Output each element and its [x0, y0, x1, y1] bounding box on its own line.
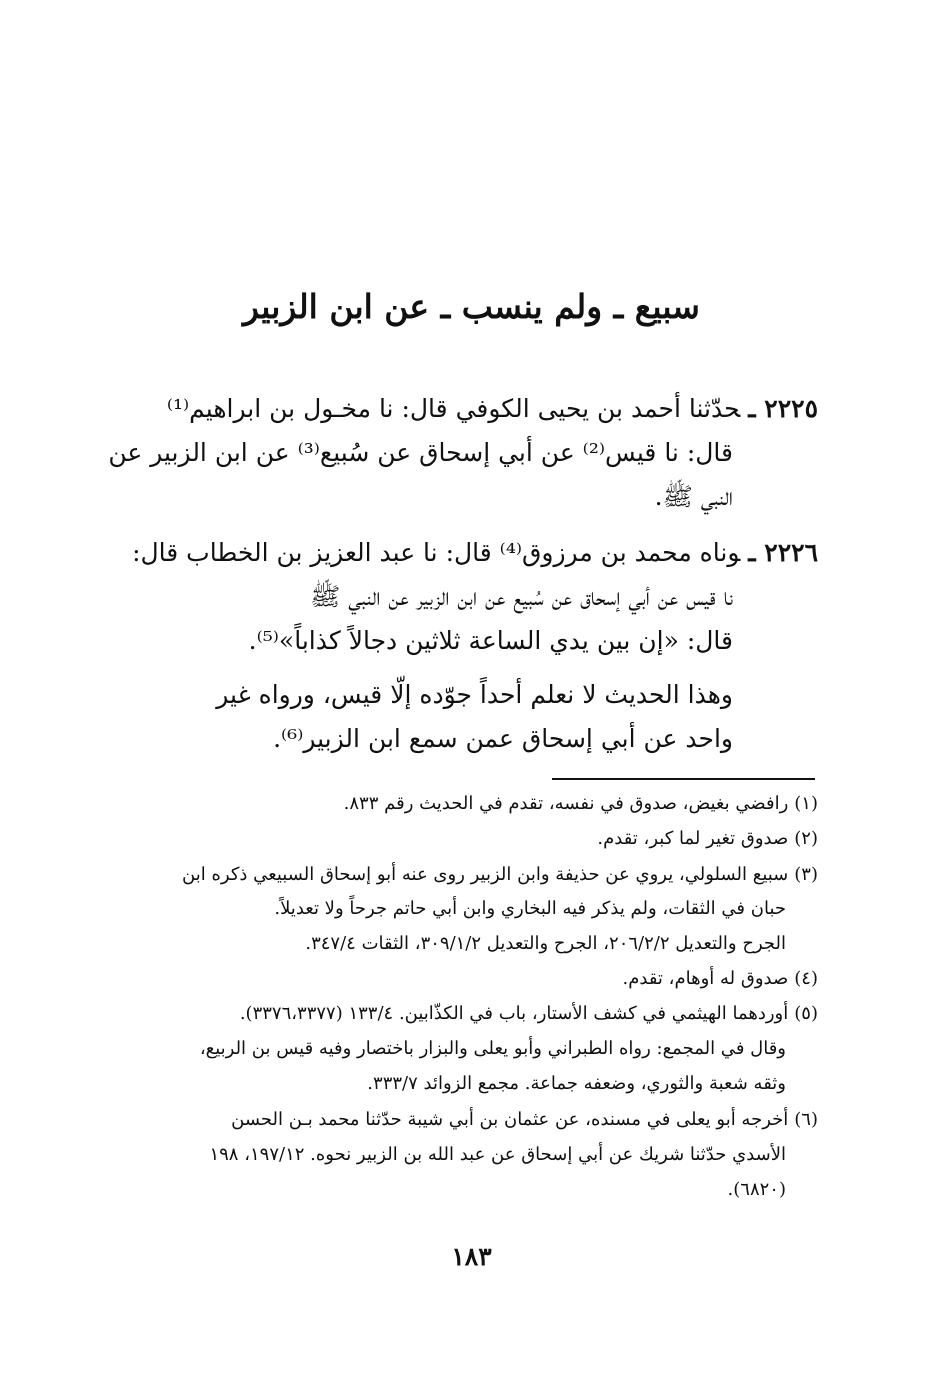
footnote-mark: (٤)	[794, 968, 818, 989]
footnote-4	[623, 964, 818, 994]
page-number: ١٨٣	[451, 1242, 492, 1271]
hadith-2226-line-1	[132, 531, 818, 575]
footnote-text: رافضي بغيض، صدوق في نفسه، تقدم في الحديث رقم ٨٣٣.	[343, 793, 789, 814]
hadith-text: وناه محمد بن مرزوق⁽⁴⁾ قال: نا عبد العزيز بن الخطاب قال:	[132, 538, 741, 567]
hadith-number: ٢٢٢٥ ـ	[748, 394, 818, 423]
footnote-6	[231, 1105, 818, 1135]
hadith-2226-line-4: وهذا الحديث لا نعلم أحداً جوّده إلّا قيس، ورواه غير	[216, 680, 733, 709]
footnote-mark: (٣)	[794, 864, 818, 885]
section-heading: سبيع ـ ولم ينسب ـ عن ابن الزبير	[243, 287, 700, 326]
footnote-2	[597, 824, 818, 854]
footnote-text: سبيع السلولي، يروي عن حذيفة وابن الزبير روى عنه أبو إسحاق السبيعي ذكره ابن	[182, 864, 789, 885]
footnote-divider	[552, 778, 815, 780]
footnote-text: أخرجه أبو يعلى في مسنده، عن عثمان بن أبي شيبة حدّثنا محمد بـن الحسن	[231, 1109, 789, 1130]
footnote-6-line-2: الأسدي حدّثنا شريك عن أبي إسحاق عن عبد الله بن الزبير نحوه. ١٩٧/١٢، ١٩٨	[209, 1144, 786, 1165]
hadith-2225-line-1	[167, 387, 818, 431]
footnote-5	[240, 999, 818, 1029]
hadith-number: ٢٢٢٦ ـ	[748, 538, 818, 567]
footnote-3-line-2: حبان في الثقات، ولم يذكر فيه البخاري وابن أبي حاتم جرحاً ولا تعديلاً.	[274, 898, 786, 919]
footnote-text: أوردهما الهيثمي في كشف الأستار، باب في الكذّابين. ١٣٣/٤ (٣٣٧٦،٣٣٧٧).	[239, 1003, 789, 1024]
footnote-text: صدوق له أوهام، تقدم.	[622, 968, 789, 989]
footnote-6-line-3: (٦٨٢٠).	[727, 1179, 786, 1200]
footnote-1	[344, 789, 818, 819]
footnote-mark: (٥)	[794, 1003, 818, 1024]
hadith-2225-line-3: النبي ﷺ.	[654, 482, 733, 511]
hadith-2226-line-3: قال: «إن بين يدي الساعة ثلاثين دجالاً كذاباً»⁽⁵⁾.	[248, 626, 733, 655]
footnote-mark: (٦)	[794, 1109, 818, 1130]
hadith-2225-line-2: قال: نا قيس⁽²⁾ عن أبي إسحاق عن سُبيع⁽³⁾ عن ابن الزبير عن	[108, 438, 733, 467]
footnote-5-line-3: وثقه شعبة والثوري، وضعفه جماعة. مجمع الزوائد ٣٣٣/٧.	[367, 1073, 786, 1094]
footnote-5-line-2: وقال في المجمع: رواه الطبراني وأبو يعلى والبزار باختصار وفيه قيس بن الربيع،	[199, 1038, 786, 1059]
hadith-2226-line-2: نا قيس عن أبي إسحاق عن سُبيع عن ابن الزبير عن النبي ﷺ	[310, 582, 733, 611]
hadith-2226-line-5: واحد عن أبي إسحاق عمن سمع ابن الزبير⁽⁶⁾.	[273, 724, 733, 753]
footnote-mark: (١)	[794, 793, 818, 814]
footnote-mark: (٢)	[794, 828, 818, 849]
footnote-3-line-3: الجرح والتعديل ٢٠٦/٢/٢، الجرح والتعديل ٣٠٩/١/٢، الثقات ٣٤٧/٤.	[305, 933, 786, 954]
hadith-text: حدّثنا أحمد بن يحيى الكوفي قال: نا مخـول بن ابراهيم⁽¹⁾	[166, 394, 741, 423]
footnote-3	[182, 860, 818, 890]
footnote-text: صدوق تغير لما كبر، تقدم.	[597, 828, 789, 849]
